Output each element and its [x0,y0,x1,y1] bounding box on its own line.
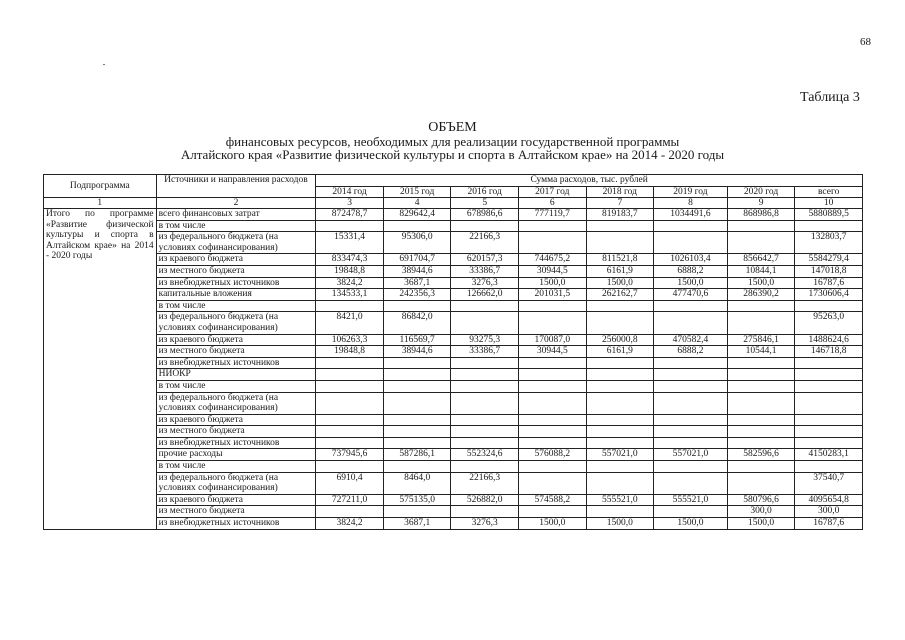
value-cell [586,392,654,414]
table-row [44,289,863,301]
value-cell: 4095654,8 [795,494,863,506]
value-cell [795,300,863,312]
value-cell: 95263,0 [795,312,863,334]
value-cell [654,312,728,334]
value-cell: 3276,3 [451,518,519,530]
value-cell: 10844,1 [727,265,795,277]
value-cell: 727211,0 [316,494,384,506]
value-cell: 833474,3 [316,254,384,266]
value-cell: 1026103,4 [654,254,728,266]
value-cell: 868986,8 [727,209,795,221]
header-sum: Сумма расходов, тыс. рублей [316,175,863,187]
value-cell: 6161,9 [586,346,654,358]
header-column-number: 1 [44,198,157,209]
value-cell [727,232,795,254]
header-year: 2020 год [727,187,795,198]
value-cell [518,414,586,426]
value-cell: 1500,0 [654,518,728,530]
value-cell: 19848,8 [316,346,384,358]
value-cell: 777119,7 [518,209,586,221]
value-cell [451,414,519,426]
value-cell [795,461,863,473]
value-cell [383,437,451,449]
header-column-number: 4 [383,198,451,209]
source-label: из федерального бюджета (на условиях софинансирования) [156,472,316,494]
source-label: из местного бюджета [156,426,316,438]
value-cell: 262162,7 [586,289,654,301]
value-cell: 38944,6 [383,265,451,277]
value-cell [795,357,863,369]
value-cell [383,220,451,232]
value-cell [586,472,654,494]
value-cell: 30944,5 [518,346,586,358]
value-cell [316,380,384,392]
value-cell: 15331,4 [316,232,384,254]
value-cell [316,357,384,369]
value-cell: 8421,0 [316,312,384,334]
source-label: из краевого бюджета [156,334,316,346]
value-cell: 872478,7 [316,209,384,221]
value-cell: 106263,3 [316,334,384,346]
table-row [44,392,863,414]
value-cell [654,461,728,473]
value-cell [451,380,519,392]
header-year: 2019 год [654,187,728,198]
value-cell: 1034491,6 [654,209,728,221]
value-cell [518,426,586,438]
value-cell [654,220,728,232]
value-cell: 470582,4 [654,334,728,346]
value-cell [654,506,728,518]
value-cell [451,437,519,449]
value-cell: 134533,1 [316,289,384,301]
table-row [44,494,863,506]
value-cell: 3687,1 [383,277,451,289]
value-cell [383,461,451,473]
value-cell: 1500,0 [654,277,728,289]
value-cell: 300,0 [795,506,863,518]
value-cell [727,300,795,312]
header-column-number: 3 [316,198,384,209]
value-cell: 576088,2 [518,449,586,461]
table-row [44,209,863,221]
source-label: из федерального бюджета (на условиях софинансирования) [156,392,316,414]
value-cell [518,312,586,334]
value-cell [795,220,863,232]
value-cell [727,414,795,426]
value-cell: 8464,0 [383,472,451,494]
value-cell: 691704,7 [383,254,451,266]
value-cell [316,461,384,473]
title-line-3: Алтайского края «Развитие физической культуры и спорта в Алтайском крае» на 2014 - 2020 годы [180,147,725,162]
value-cell: 6888,2 [654,346,728,358]
scan-speck [103,64,105,65]
table-row [44,506,863,518]
value-cell [654,380,728,392]
value-cell: 856642,7 [727,254,795,266]
value-cell: 33386,7 [451,265,519,277]
value-cell: 147018,8 [795,265,863,277]
value-cell: 582596,6 [727,449,795,461]
value-cell [795,414,863,426]
value-cell: 1500,0 [518,518,586,530]
value-cell: 811521,8 [586,254,654,266]
value-cell: 5584279,4 [795,254,863,266]
value-cell: 737945,6 [316,449,384,461]
header-column-number: 8 [654,198,728,209]
value-cell [518,369,586,381]
value-cell [727,312,795,334]
source-label: из краевого бюджета [156,494,316,506]
value-cell: 6888,2 [654,265,728,277]
value-cell [316,506,384,518]
value-cell [383,426,451,438]
value-cell: 170087,0 [518,334,586,346]
value-cell: 37540,7 [795,472,863,494]
table-label: Таблица 3 [800,90,860,105]
source-label: НИОКР [156,369,316,381]
value-cell: 3687,1 [383,518,451,530]
value-cell: 6910,4 [316,472,384,494]
source-label: из внебюджетных источников [156,277,316,289]
value-cell: 620157,3 [451,254,519,266]
value-cell: 555521,0 [654,494,728,506]
title-line-1: ОБЪЕМ [428,120,477,135]
value-cell: 6161,9 [586,265,654,277]
value-cell: 1500,0 [727,518,795,530]
value-cell [654,472,728,494]
value-cell [654,369,728,381]
value-cell [316,437,384,449]
value-cell [795,426,863,438]
value-cell [727,220,795,232]
source-label: из местного бюджета [156,506,316,518]
value-cell: 146718,8 [795,346,863,358]
value-cell [795,369,863,381]
value-cell: 819183,7 [586,209,654,221]
value-cell [316,414,384,426]
header-column-number: 10 [795,198,863,209]
source-label: из федерального бюджета (на условиях софинансирования) [156,232,316,254]
value-cell: 3824,2 [316,518,384,530]
value-cell: 557021,0 [586,449,654,461]
table-row [44,254,863,266]
source-label: из краевого бюджета [156,414,316,426]
value-cell: 1500,0 [518,277,586,289]
value-cell [518,472,586,494]
value-cell [586,220,654,232]
value-cell [451,220,519,232]
value-cell [586,461,654,473]
value-cell [383,357,451,369]
value-cell [586,506,654,518]
page-number: 68 [860,36,871,48]
value-cell: 10544,1 [727,346,795,358]
value-cell [795,437,863,449]
value-cell: 256000,8 [586,334,654,346]
value-cell: 16787,6 [795,518,863,530]
value-cell: 552324,6 [451,449,519,461]
source-label: из федерального бюджета (на условиях софинансирования) [156,312,316,334]
value-cell: 557021,0 [654,449,728,461]
value-cell: 1730606,4 [795,289,863,301]
value-cell: 22166,3 [451,232,519,254]
value-cell [518,506,586,518]
source-label: из внебюджетных источников [156,437,316,449]
source-label: из краевого бюджета [156,254,316,266]
value-cell: 19848,8 [316,265,384,277]
value-cell [654,300,728,312]
value-cell [586,426,654,438]
table-row [44,265,863,277]
value-cell: 93275,3 [451,334,519,346]
value-cell [654,426,728,438]
table-row [44,472,863,494]
value-cell: 4150283,1 [795,449,863,461]
value-cell: 3276,3 [451,277,519,289]
value-cell [451,300,519,312]
value-cell: 555521,0 [586,494,654,506]
value-cell [316,220,384,232]
source-label: в том числе [156,380,316,392]
value-cell [654,437,728,449]
value-cell [518,220,586,232]
value-cell [316,392,384,414]
source-label: в том числе [156,461,316,473]
value-cell [586,357,654,369]
value-cell: 86842,0 [383,312,451,334]
table-row [44,346,863,358]
header-year: 2015 год [383,187,451,198]
value-cell [383,392,451,414]
table-row [44,334,863,346]
header-subprogram: Подпрограмма [44,175,157,198]
value-cell [654,357,728,369]
value-cell [727,380,795,392]
value-cell [451,357,519,369]
value-cell [727,461,795,473]
header-column-number: 7 [586,198,654,209]
value-cell: 95306,0 [383,232,451,254]
value-cell: 1500,0 [586,518,654,530]
value-cell [586,369,654,381]
table-row [44,312,863,334]
value-cell [451,461,519,473]
value-cell [654,232,728,254]
value-cell: 477470,6 [654,289,728,301]
value-cell: 1488624,6 [795,334,863,346]
value-cell [518,300,586,312]
value-cell: 587286,1 [383,449,451,461]
value-cell: 574588,2 [518,494,586,506]
value-cell: 38944,6 [383,346,451,358]
source-label: из внебюджетных источников [156,518,316,530]
value-cell [451,426,519,438]
value-cell [727,392,795,414]
header-year: 2018 год [586,187,654,198]
value-cell: 275846,1 [727,334,795,346]
value-cell [451,369,519,381]
source-label: из местного бюджета [156,265,316,277]
source-label: прочие расходы [156,449,316,461]
value-cell [383,300,451,312]
table-body [44,209,863,530]
table-row [44,277,863,289]
source-label: в том числе [156,300,316,312]
expenditure-table [43,174,863,530]
table-row [44,449,863,461]
table-row [44,518,863,530]
value-cell: 22166,3 [451,472,519,494]
value-cell [586,437,654,449]
source-label: из внебюджетных источников [156,357,316,369]
table-row [44,426,863,438]
table-row [44,357,863,369]
value-cell [518,437,586,449]
value-cell [383,369,451,381]
header-numbers-row [44,198,863,209]
value-cell [586,300,654,312]
value-cell [586,232,654,254]
value-cell [727,437,795,449]
value-cell [586,414,654,426]
table-row [44,220,863,232]
value-cell: 3824,2 [316,277,384,289]
header-sources: Источники и направления расходов [156,175,316,198]
title-line-2: финансовых ресурсов, необходимых для реализации государственной программы [225,134,680,149]
value-cell: 1500,0 [586,277,654,289]
header-column-number: 2 [156,198,316,209]
value-cell [518,357,586,369]
table-row [44,437,863,449]
value-cell: 30944,5 [518,265,586,277]
header-year: 2016 год [451,187,519,198]
header-column-number: 6 [518,198,586,209]
source-label: в том числе [156,220,316,232]
value-cell [727,369,795,381]
value-cell [518,461,586,473]
value-cell: 678986,6 [451,209,519,221]
subprogram-cell: Итого по программе «Развитие физической культуры и спорта в Алтайском крае» на 2014 - 2020 годы [44,209,157,530]
table-row [44,461,863,473]
value-cell [654,414,728,426]
source-label: капитальные вложения [156,289,316,301]
value-cell [727,472,795,494]
value-cell [795,392,863,414]
value-cell [654,392,728,414]
value-cell: 201031,5 [518,289,586,301]
value-cell: 132803,7 [795,232,863,254]
value-cell [383,414,451,426]
value-cell [586,380,654,392]
value-cell: 744675,2 [518,254,586,266]
value-cell [586,312,654,334]
header-column-number: 5 [451,198,519,209]
value-cell [383,380,451,392]
value-cell: 286390,2 [727,289,795,301]
value-cell: 116569,7 [383,334,451,346]
value-cell: 1500,0 [727,277,795,289]
header-year: всего [795,187,863,198]
value-cell: 526882,0 [451,494,519,506]
value-cell [727,357,795,369]
table-row [44,380,863,392]
source-label: всего финансовых затрат [156,209,316,221]
value-cell [451,312,519,334]
value-cell: 33386,7 [451,346,519,358]
value-cell: 126662,0 [451,289,519,301]
source-label: из местного бюджета [156,346,316,358]
table-row [44,232,863,254]
value-cell [451,506,519,518]
value-cell [518,232,586,254]
value-cell [727,426,795,438]
value-cell [518,380,586,392]
value-cell [795,380,863,392]
value-cell [316,300,384,312]
value-cell: 580796,6 [727,494,795,506]
value-cell: 242356,3 [383,289,451,301]
table-row [44,369,863,381]
value-cell: 575135,0 [383,494,451,506]
value-cell: 5880889,5 [795,209,863,221]
value-cell [451,392,519,414]
table-row [44,300,863,312]
value-cell: 829642,4 [383,209,451,221]
header-year: 2014 год [316,187,384,198]
value-cell [383,506,451,518]
value-cell [316,426,384,438]
value-cell: 16787,6 [795,277,863,289]
header-year: 2017 год [518,187,586,198]
header-column-number: 9 [727,198,795,209]
table-row [44,414,863,426]
value-cell [518,392,586,414]
value-cell [316,369,384,381]
value-cell: 300,0 [727,506,795,518]
